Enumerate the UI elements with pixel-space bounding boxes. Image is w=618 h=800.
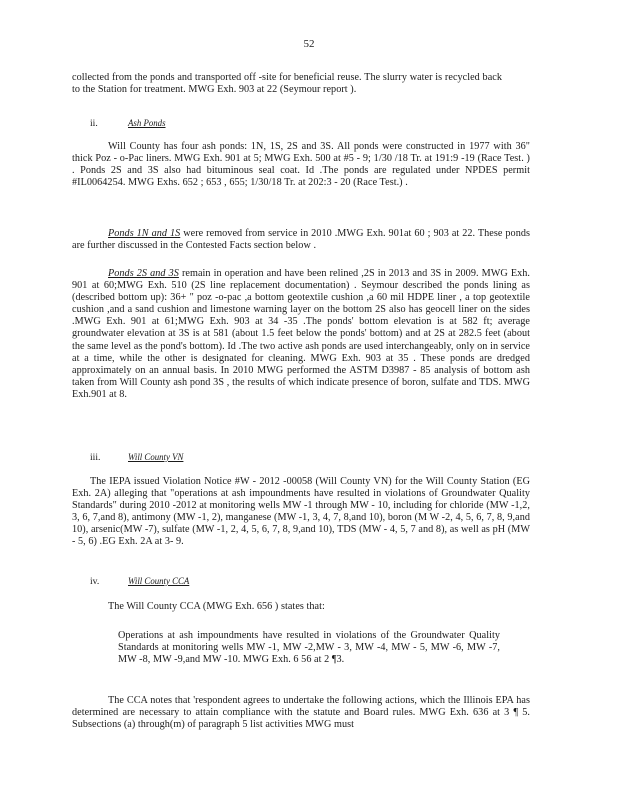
section-number: ii. bbox=[90, 118, 98, 129]
section-title: Will County VN bbox=[128, 452, 184, 463]
paragraph-violation-notice: The IEPA issued Violation Notice #W - 2012 -00058 (Will County VN) for the Will County Station (EG Exh. 2A) alleging that "operations at ash impoundments have resulted in violations of Groundwater Quality Standards" during 2010 -2012 at monitoring wells MW -1 through MW - 10, including for chloride (MW -1,2, 3, 6, 7,and 8), antimony (MW -1, 2), manganese (MW -1, 3, 4, 7, 8,and 10), boron (M W -2, 4, 5, 6, 7, 8, 9,and 10), arsenic(MW -7), sulfate (MW -1, 2, 4, 5, 6, 7, 8, 9,and 10), TDS (MW - 4, 5, 7 and 8), as well as pH (MW - 5, 6) .EG Exh. 2A at 3- 9. bbox=[72, 476, 530, 548]
section-heading-will-county-cca bbox=[90, 576, 221, 587]
paragraph-ponds-1n-1s bbox=[72, 228, 530, 252]
section-heading-ash-ponds bbox=[90, 118, 195, 129]
section-title: Will County CCA bbox=[128, 576, 190, 587]
paragraph-continued: collected from the ponds and transported off -site for beneficial reuse. The slurry water is recycled back to the Station for treatment. MWG Exh. 903 at 22 (Seymour report ). bbox=[72, 72, 502, 96]
paragraph-cca-notes: The CCA notes that 'respondent agrees to undertake the following actions, which the Illinois EPA has determined are necessary to attain compliance with the statute and Board rules. MWG Exh. 636 at 3 ¶ 5. Subsections (a) through(m) of paragraph 5 list activities MWG must bbox=[72, 695, 530, 731]
section-number: iii. bbox=[90, 452, 101, 463]
paragraph-ponds-2s-3s bbox=[72, 268, 530, 401]
paragraph-ash-ponds: Will County has four ash ponds: 1N, 1S, 2S and 3S. All ponds were constructed in 1977 with 36" thick Poz - o-Pac liners. MWG Exh. 901 at 5; MWG Exh. 500 at #5 - 9; 1/30 /18 Tr. at 191:9 -19 (Race Test. ) . Ponds 2S and 3S also had bituminous seal coat. Id .The ponds are regulated under NPDES permit #IL0064254. MWG Exhs. 652 ; 653 , 655; 1/30/18 Tr. at 202:3 - 20 (Race Test.) . bbox=[72, 141, 530, 189]
section-number: iv. bbox=[90, 576, 100, 587]
paragraph-cca-states: The Will County CCA (MWG Exh. 656 ) states that: bbox=[108, 601, 325, 612]
ponds-lead: Ponds 1N and 1S bbox=[108, 228, 181, 239]
section-heading-will-county-vn bbox=[90, 452, 214, 463]
block-quote-cca: Operations at ash impoundments have resulted in violations of the Groundwater Quality Standards at monitoring wells MW -1, MW -2,MW - 3, MW -4, MW - 5, MW -6, MW -7, MW -8, MW -9,and MW -10. MWG Exh. 6 56 at 2 ¶3. bbox=[118, 630, 500, 666]
page-number: 52 bbox=[303, 38, 315, 50]
ponds-lead: Ponds 2S and 3S bbox=[108, 268, 179, 279]
ponds-body: were removed from service in 2010 .MWG Exh. 901at 60 ; 903 at 22. These ponds are further discussed in the Contested Facts section below . bbox=[72, 228, 530, 252]
ponds-body: remain in operation and have been relined ,2S in 2013 and 3S in 2009. MWG Exh. 901 at 60;MWG Exh. 510 (2S line replacement documentation) . Seymour described the ponds lining as (described bottom up): 36+ " poz -o-pac ,a bottom geotextile cushion ,a 60 mil HDPE liner , a top geotextile cushion ,and a sand cushion and limestone warning layer on the bottom 2S also has geocell liner on the sides .MWG Exh. 901 at 61;MWG Exh. 903 at 34 -35 .The ponds' bottom elevation is at 582 ft; average groundwater elevation at 3S is at 581 (about 1.5 feet below the ponds' bottom) and at 2S at 282.5 feet (about the same level as the pond's bottom). Id .The two active ash ponds are used interchangeably, only on in service at a time, while the other is designated for cleaning. MWG Exh. 903 at 35 . These ponds are dredged approximately on an annual basis. In 2010 MWG performed the ASTM D3987 - 85 analysis of bottom ash taken from Will County ash pond 3S , the results of which indicate presence of boron, sulfate and TDS. MWG Exh.901 at 8. bbox=[72, 268, 531, 400]
section-title: Ash Ponds bbox=[128, 118, 166, 129]
